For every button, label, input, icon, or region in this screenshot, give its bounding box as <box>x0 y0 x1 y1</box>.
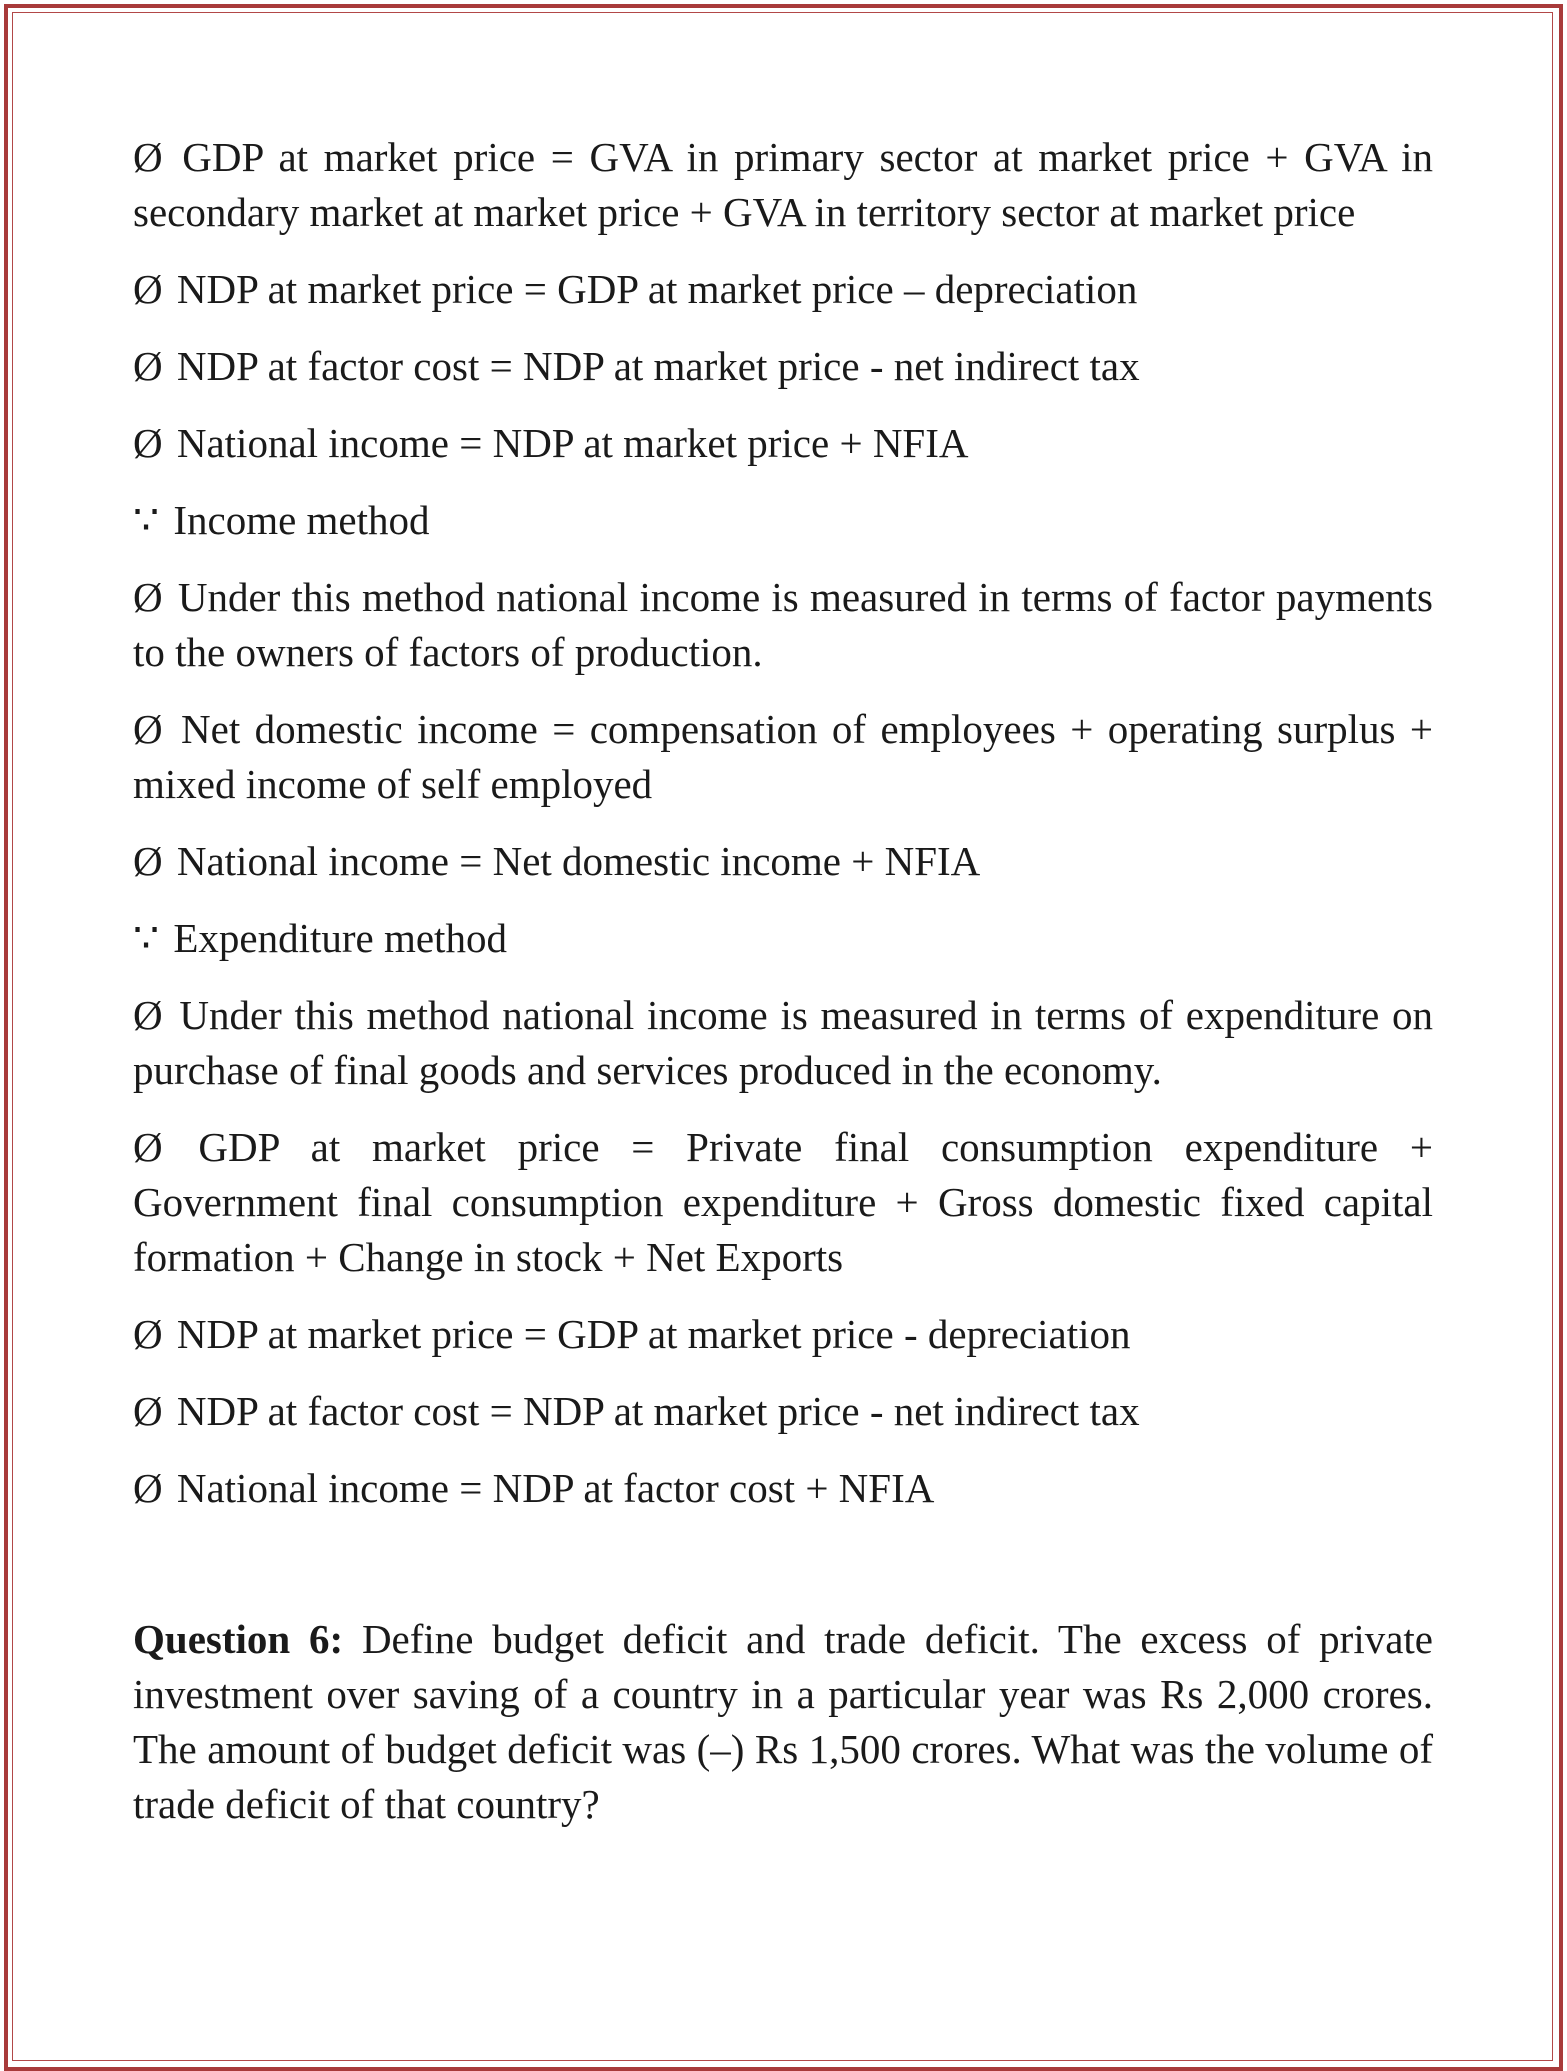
paragraph <box>133 130 1433 240</box>
paragraph-text: NDP at market price = GDP at market price – depreciation <box>176 266 1138 312</box>
paragraph-text: National income = NDP at factor cost + NFIA <box>176 1465 935 1511</box>
section-heading-text: Expenditure method <box>173 915 507 961</box>
document-body <box>133 130 1433 1854</box>
paragraph-text: National income = NDP at market price + NFIA <box>176 420 969 466</box>
bullet-marker: Ø <box>133 992 163 1038</box>
paragraph <box>133 416 1433 471</box>
paragraph <box>133 834 1433 889</box>
paragraph-text: Net domestic income = compensation of employees + operating surplus + mixed income of self employed <box>133 706 1433 807</box>
paragraph-text: National income = Net domestic income + NFIA <box>176 838 981 884</box>
paragraph <box>133 1120 1433 1285</box>
paragraph-text: NDP at factor cost = NDP at market price - net indirect tax <box>176 343 1140 389</box>
paragraph <box>133 702 1433 812</box>
paragraph <box>133 339 1433 394</box>
bullet-marker: Ø <box>133 1465 163 1511</box>
paragraph <box>133 1307 1433 1362</box>
section-heading-text: Income method <box>173 497 430 543</box>
bullet-marker: Ø <box>133 1388 163 1434</box>
bullet-marker: Ø <box>133 706 163 752</box>
question-text: Define budget deficit and trade deficit. The excess of private investment over saving of a country in a particular year was Rs 2,000 crores. The amount of budget deficit was (–) Rs 1,500 crores. What was the volume of trade deficit of that country? <box>133 1616 1433 1827</box>
section-heading-income-method <box>133 493 1433 548</box>
bullet-marker: Ø <box>133 134 163 180</box>
paragraph-text: NDP at factor cost = NDP at market price - net indirect tax <box>176 1388 1140 1434</box>
bullet-marker: Ø <box>133 1311 163 1357</box>
bullet-marker: Ø <box>133 343 163 389</box>
paragraph-text: NDP at market price = GDP at market price - depreciation <box>176 1311 1131 1357</box>
paragraph-text: Under this method national income is measured in terms of factor payments to the owners of factors of production. <box>133 574 1434 675</box>
bullet-marker: Ø <box>133 838 163 884</box>
paragraph-text: Under this method national income is measured in terms of expenditure on purchase of final goods and services produced in the economy. <box>133 992 1434 1093</box>
bullet-marker: Ø <box>133 574 163 620</box>
bullet-marker: Ø <box>133 420 163 466</box>
paragraph <box>133 988 1433 1098</box>
because-marker: ∵ <box>133 497 160 543</box>
paragraph <box>133 262 1433 317</box>
question-paragraph <box>133 1612 1433 1832</box>
paragraph <box>133 1384 1433 1439</box>
section-heading-expenditure-method <box>133 911 1433 966</box>
question-label: Question 6: <box>133 1616 344 1662</box>
paragraph <box>133 570 1433 680</box>
paragraph-text: GDP at market price = GVA in primary sector at market price + GVA in secondary market at market price + GVA in territory sector at market price <box>133 134 1433 235</box>
paragraph-text: GDP at market price = Private final consumption expenditure + Government final consumption expenditure + Gross domestic fixed capital formation + Change in stock + Net Exports <box>133 1124 1433 1280</box>
bullet-marker: Ø <box>133 266 163 312</box>
bullet-marker: Ø <box>133 1124 163 1170</box>
paragraph <box>133 1461 1433 1516</box>
because-marker: ∵ <box>133 915 160 961</box>
